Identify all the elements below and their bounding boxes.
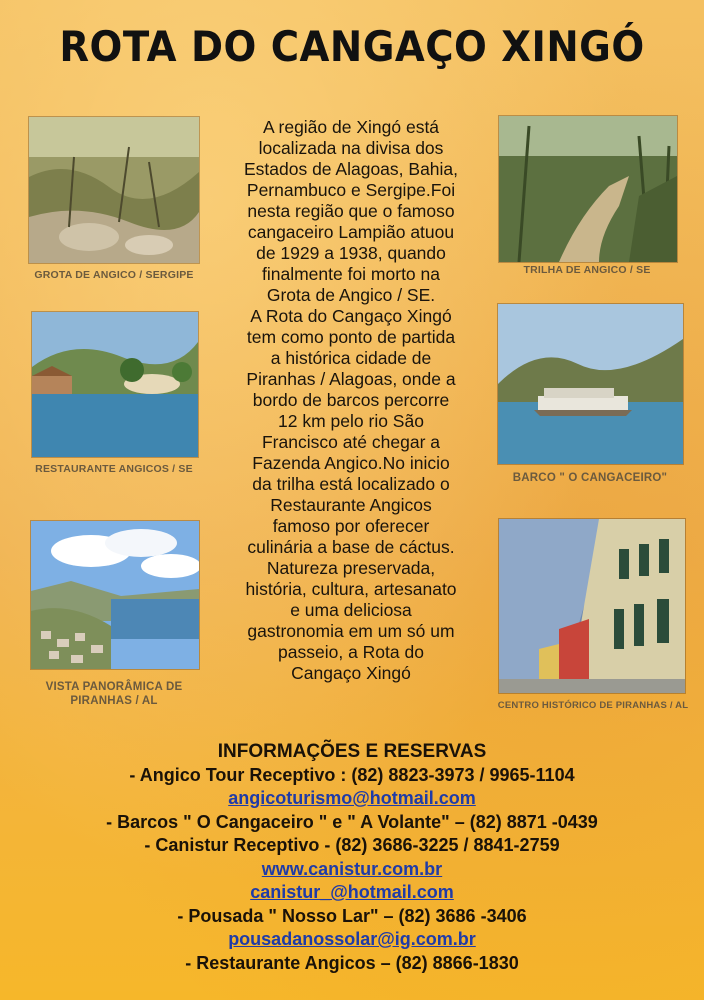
info-heading: INFORMAÇÕES E RESERVAS — [217, 741, 487, 762]
description-line: localizada na divisa dos — [258, 138, 444, 158]
description-line: nesta região que o famoso — [247, 201, 455, 221]
info-restaurante: - Restaurante Angicos – (82) 8866-1830 — [185, 952, 519, 973]
angico-email-link[interactable]: angicoturismo@hotmail.com — [228, 788, 476, 808]
caption-centro-historico: CENTRO HISTÓRICO DE PIRANHAS / AL — [497, 700, 689, 711]
description-line: Francisco até chegar a — [261, 432, 440, 452]
description-line: famoso por oferecer — [272, 516, 430, 536]
description-line: da trilha está localizado o — [252, 474, 450, 494]
caption-grota-de-angico: GROTA DE ANGICO / SERGIPE — [34, 269, 194, 281]
description-text — [226, 117, 476, 684]
description-line: bordo de barcos percorre — [252, 390, 450, 410]
info-angico-tour: - Angico Tour Receptivo : (82) 8823-3973 / 9965-1104 — [129, 764, 575, 785]
description-line: Fazenda Angico.No inicio — [252, 453, 450, 473]
caption-barco-o-cangaceiro: BARCO " O CANGACEIRO" — [512, 472, 668, 484]
description-line: passeio, a Rota do — [278, 642, 424, 662]
description-line: Estados de Alagoas, Bahia, — [243, 159, 459, 179]
description-line: cangaceiro Lampião atuou — [247, 222, 455, 242]
caption-trilha-de-angico: TRILHA DE ANGICO / SE — [523, 264, 651, 276]
info-canistur: - Canistur Receptivo - (82) 3686-3225 / 8841-2759 — [144, 835, 560, 855]
description-line: Natureza preservada, — [266, 558, 436, 578]
description-line: Pernambuco e Sergipe.Foi — [246, 180, 456, 200]
caption-vista-line2: PIRANHAS / AL — [70, 695, 158, 707]
photo-vista-panoramica — [30, 520, 200, 670]
description-line: A região de Xingó está — [262, 117, 440, 137]
photo-grota-de-angico — [28, 116, 200, 264]
info-pousada: - Pousada " Nosso Lar" – (82) 3686 -3406 — [177, 905, 527, 926]
canistur-email-link[interactable]: canistur_@hotmail.com — [250, 882, 454, 902]
description-line: finalmente foi morto na — [261, 264, 440, 284]
caption-vista-panoramica — [24, 680, 204, 708]
description-line: tem como ponto de partida — [246, 327, 456, 347]
caption-vista-line1: VISTA PANORÂMICA DE — [45, 681, 183, 693]
description-line: A Rota do Cangaço Xingó — [250, 306, 452, 326]
info-section — [0, 740, 704, 975]
caption-restaurante-angicos: RESTAURANTE ANGICOS / SE — [35, 463, 193, 475]
description-line: 12 km pelo rio São — [278, 411, 424, 431]
info-barcos: - Barcos " O Cangaceiro " e " A Volante" – (82) 8871 -0439 — [106, 811, 598, 832]
photo-trilha-de-angico — [498, 115, 678, 263]
pousada-email-link[interactable]: pousadanossolar@ig.com.br — [228, 929, 476, 949]
description-line: Grota de Angico / SE. — [266, 285, 436, 305]
description-line: Restaurante Angicos — [270, 495, 432, 515]
description-line: gastronomia em um só um — [247, 621, 455, 641]
description-line: história, cultura, artesanato — [245, 579, 457, 599]
photo-restaurante-angicos — [31, 311, 199, 458]
page-title: ROTA DO CANGAÇO XINGÓ — [59, 22, 645, 71]
description-line: culinária a base de cáctus. — [247, 537, 455, 557]
photo-centro-historico — [498, 518, 686, 694]
canistur-website-link[interactable]: www.canistur.com.br — [261, 858, 443, 879]
description-line: Cangaço Xingó — [291, 663, 411, 683]
description-line: a histórica cidade de — [270, 348, 432, 368]
description-line: e uma deliciosa — [290, 600, 412, 620]
photo-barco-o-cangaceiro — [497, 303, 684, 465]
description-line: Piranhas / Alagoas, onde a — [246, 369, 456, 389]
description-line: de 1929 a 1938, quando — [256, 243, 446, 263]
